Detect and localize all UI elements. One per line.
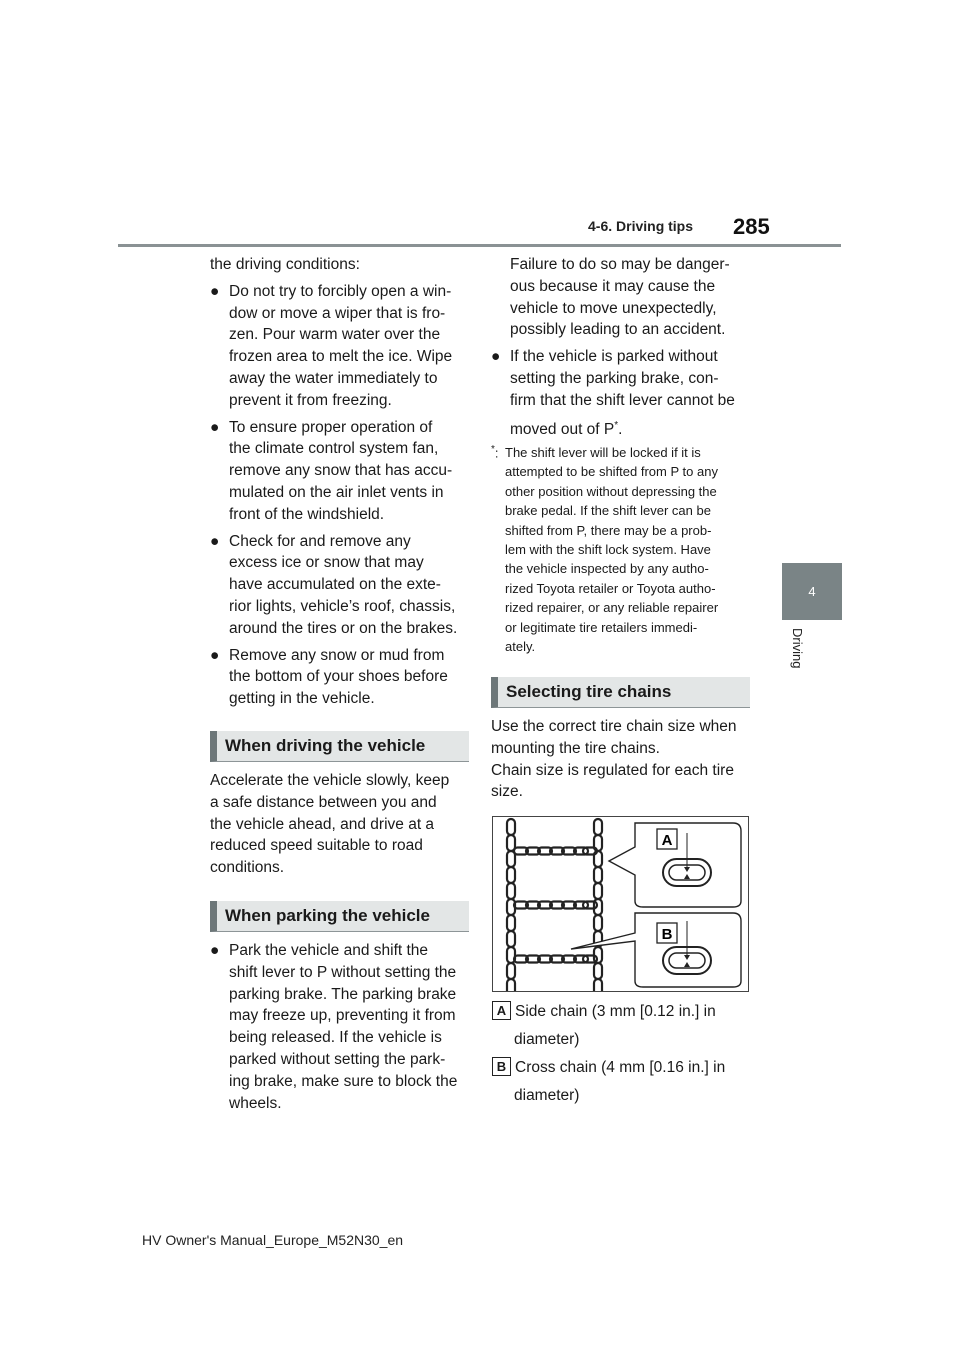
text-line: possibly leading to an accident.	[510, 321, 726, 339]
bullet-line: Park the vehicle and shift the	[229, 942, 429, 959]
right-column	[491, 254, 753, 441]
footnote-line: lem with the shift lock system. Have	[505, 542, 711, 558]
bullet-line: frozen area to melt the ice. Wipe	[229, 348, 453, 366]
text-line: conditions.	[210, 859, 285, 877]
footnote-line: the vehicle inspected by any autho-	[505, 561, 709, 577]
bullet-dot-icon: ●	[210, 942, 220, 959]
legend-item-b	[492, 1054, 754, 1110]
bullet-dot-icon: ●	[491, 348, 501, 366]
bullet-dot-icon: ●	[210, 646, 220, 664]
left-column	[210, 254, 475, 710]
footnote-line: shifted from P, there may be a prob-	[505, 522, 712, 538]
driving-paragraph	[210, 770, 475, 879]
footnote-line: The shift lever will be locked if it is	[505, 445, 701, 460]
bullet-line: excess ice or snow that may	[229, 554, 424, 572]
bullet-line: the bottom of your shoes before	[229, 668, 448, 686]
footer-text: HV Owner's Manual_Europe_M52N30_en	[142, 1232, 404, 1248]
parking-paragraph	[210, 940, 475, 1114]
chains-paragraph	[491, 716, 753, 803]
bullet-line: shift lever to P without setting the	[229, 963, 457, 981]
text-line: Use the correct tire chain size when	[491, 718, 737, 735]
bullet-line: firm that the shift lever cannot be	[510, 391, 735, 409]
callout-a	[609, 823, 741, 907]
bullet-line	[510, 415, 753, 441]
cross-chain-top	[514, 848, 597, 855]
text-line: reduced speed suitable to road	[210, 837, 423, 855]
text-line: a safe distance between you and	[210, 793, 437, 811]
page-number: 285	[733, 214, 770, 239]
text-line: Accelerate the vehicle slowly, keep	[210, 772, 450, 789]
chapter-tab	[782, 563, 842, 620]
bullet-line: Remove any snow or mud from	[229, 646, 445, 664]
bullet-line: being released. If the vehicle is	[229, 1029, 442, 1047]
heading-when-driving: When driving the vehicle	[210, 731, 469, 762]
footnote-label	[491, 440, 499, 463]
bullet-item	[210, 281, 475, 412]
text-line: size.	[491, 783, 523, 801]
bullet-line: getting in the vehicle.	[229, 690, 375, 708]
bullet-item	[491, 346, 753, 440]
continuation-text	[491, 254, 753, 341]
bullet-end: .	[618, 420, 623, 438]
legend-item-a	[492, 998, 754, 1054]
section-title: 4-6. Driving tips	[588, 218, 694, 234]
footnote	[491, 440, 753, 656]
bullet-line: ing brake, make sure to block the	[229, 1072, 458, 1090]
legend-text: diameter)	[514, 1031, 580, 1048]
bullet-line: wheels.	[229, 1094, 282, 1112]
footnote-prefix: :	[494, 445, 499, 461]
bullet-item	[210, 645, 475, 710]
tire-chain-figure	[492, 816, 749, 992]
legend-text: Side chain (3 mm [0.12 in.] in	[515, 1003, 716, 1020]
footnote-marker: *	[614, 419, 619, 431]
chapter-number: 4	[808, 584, 816, 599]
bullet-line: If the vehicle is parked without	[510, 348, 718, 366]
heading-when-parking: When parking the vehicle	[210, 901, 469, 932]
text-line: Failure to do so may be danger-	[510, 256, 730, 273]
legend-label-b: B	[492, 1057, 511, 1076]
legend-label-a: A	[492, 1001, 511, 1020]
figure-label-b: B	[661, 926, 673, 943]
footnote-line: rized repairer, or any reliable repairer	[505, 600, 719, 616]
bullet-line: around the tires or on the brakes.	[229, 619, 458, 637]
footnote-line: brake pedal. If the shift lever can be	[505, 503, 711, 519]
footnote-mark: *	[491, 444, 495, 455]
bullet-line: To ensure proper operation of	[229, 418, 433, 436]
chapter-label: Driving	[790, 628, 805, 669]
bullet-line: Do not try to forcibly open a win-	[229, 282, 452, 300]
bullet-item	[210, 940, 475, 1114]
bullet-line: front of the windshield.	[229, 505, 385, 523]
figure-legend	[492, 998, 754, 1110]
text-line: Chain size is regulated for each tire	[491, 761, 734, 779]
bullet-line: setting the parking brake, con-	[510, 369, 719, 387]
bullet-line: rior lights, vehicle’s roof, chassis,	[229, 597, 456, 615]
bullet-line: Check for and remove any	[229, 532, 411, 550]
callout-b	[571, 913, 741, 987]
bullet-line: prevent it from freezing.	[229, 391, 392, 409]
intro-text: the driving conditions:	[210, 256, 360, 273]
footnote-line: ately.	[505, 639, 536, 655]
text-line: ous because it may cause the	[510, 277, 716, 295]
header-rule	[118, 244, 841, 247]
bullet-line: away the water immediately to	[229, 369, 438, 387]
bullet-last-text: moved out of P	[510, 420, 615, 438]
bullet-line: mulated on the air inlet vents in	[229, 483, 444, 501]
bullet-line: have accumulated on the exte-	[229, 576, 441, 594]
bullet-line: the climate control system fan,	[229, 440, 439, 458]
bullet-item	[210, 417, 475, 526]
cross-chain-middle	[514, 902, 597, 909]
bullet-line: dow or move a wiper that is fro-	[229, 304, 446, 322]
heading-selecting-chains: Selecting tire chains	[491, 677, 750, 708]
bullet-dot-icon: ●	[210, 282, 220, 300]
bullet-dot-icon: ●	[210, 532, 220, 550]
footnote-line: other position without depressing the	[505, 483, 717, 499]
bullet-line: parking brake. The parking brake	[229, 985, 457, 1003]
text-line: the vehicle ahead, and drive at a	[210, 815, 435, 833]
text-line: mounting the tire chains.	[491, 739, 660, 757]
bullet-line: parked without setting the park-	[229, 1050, 446, 1068]
footnote-body	[491, 440, 753, 656]
bullet-line: zen. Pour warm water over the	[229, 326, 441, 344]
text-line: vehicle to move unexpectedly,	[510, 299, 717, 317]
bullet-line: may freeze up, preventing it from	[229, 1007, 456, 1025]
bullet-dot-icon: ●	[210, 418, 220, 436]
tire-chain-illustration	[493, 817, 748, 991]
footnote-line: attempted to be shifted from P to any	[505, 464, 718, 480]
bullet-line: remove any snow that has accu-	[229, 462, 453, 480]
bullet-item	[210, 531, 475, 640]
legend-text: diameter)	[514, 1087, 580, 1104]
footnote-line: rized Toyota retailer or Toyota autho-	[505, 580, 716, 596]
figure-label-a: A	[661, 832, 673, 849]
cross-chain-bottom	[514, 956, 597, 963]
legend-text: Cross chain (4 mm [0.16 in.] in	[515, 1059, 726, 1076]
footnote-line: or legitimate tire retailers immedi-	[505, 619, 698, 635]
